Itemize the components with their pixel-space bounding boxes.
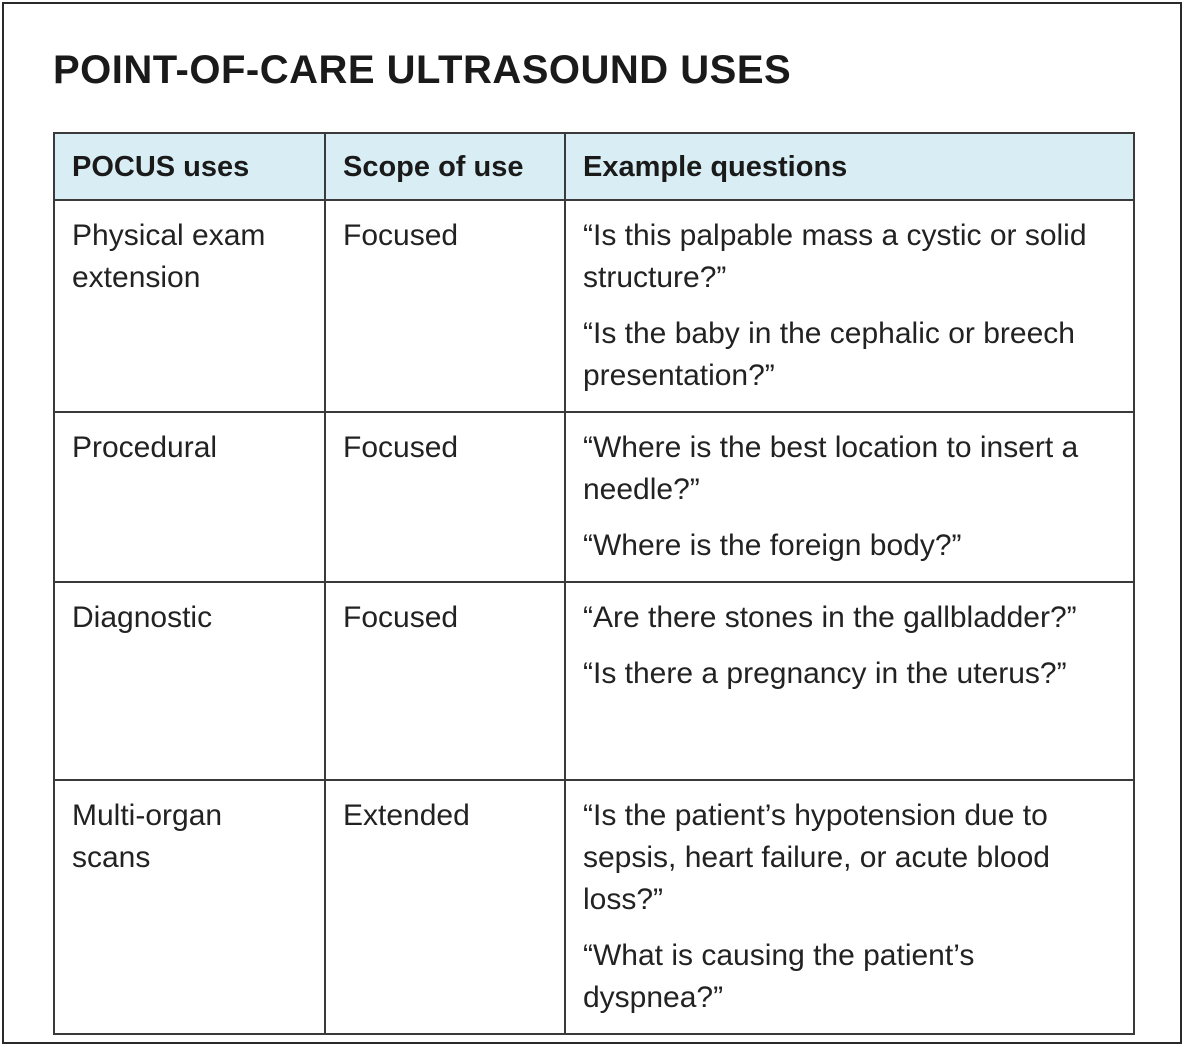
table-row	[54, 412, 1134, 582]
table-row	[54, 200, 1134, 412]
cell-pocus-use: Diagnostic	[54, 582, 325, 780]
table-row	[54, 582, 1134, 780]
header-scope-of-use: Scope of use	[325, 133, 565, 200]
cell-example-questions	[565, 200, 1134, 412]
example-question: “Is the baby in the cephalic or breech presentation?”	[583, 317, 1075, 392]
example-question: “What is causing the patient’s dyspnea?”	[583, 939, 975, 1014]
pocus-uses-table	[53, 132, 1135, 1035]
cell-scope: Focused	[325, 582, 565, 780]
header-example-questions: Example questions	[565, 133, 1134, 200]
cell-pocus-use: Procedural	[54, 412, 325, 582]
table-body	[54, 200, 1134, 1034]
cell-example-questions	[565, 412, 1134, 582]
cell-scope: Extended	[325, 780, 565, 1034]
example-question: “Is the patient’s hypotension due to sepsis, heart failure, or acute blood loss?”	[583, 799, 1050, 916]
cell-pocus-use: Multi-organ scans	[54, 780, 325, 1034]
header-pocus-uses: POCUS uses	[54, 133, 325, 200]
cell-scope: Focused	[325, 200, 565, 412]
document-title: POINT-OF-CARE ULTRASOUND USES	[53, 48, 792, 92]
example-question: “Is this palpable mass a cystic or solid structure?”	[583, 219, 1087, 294]
cell-pocus-use: Physical exam extension	[54, 200, 325, 412]
example-question: “Is there a pregnancy in the uterus?”	[583, 657, 1067, 690]
cell-scope: Focused	[325, 412, 565, 582]
table-header	[54, 133, 1134, 200]
cell-example-questions	[565, 582, 1134, 780]
cell-example-questions	[565, 780, 1134, 1034]
example-question: “Are there stones in the gallbladder?”	[583, 601, 1077, 634]
example-question: “Where is the foreign body?”	[583, 529, 962, 562]
table-row	[54, 780, 1134, 1034]
example-question: “Where is the best location to insert a needle?”	[583, 431, 1079, 506]
header-row	[54, 133, 1134, 200]
